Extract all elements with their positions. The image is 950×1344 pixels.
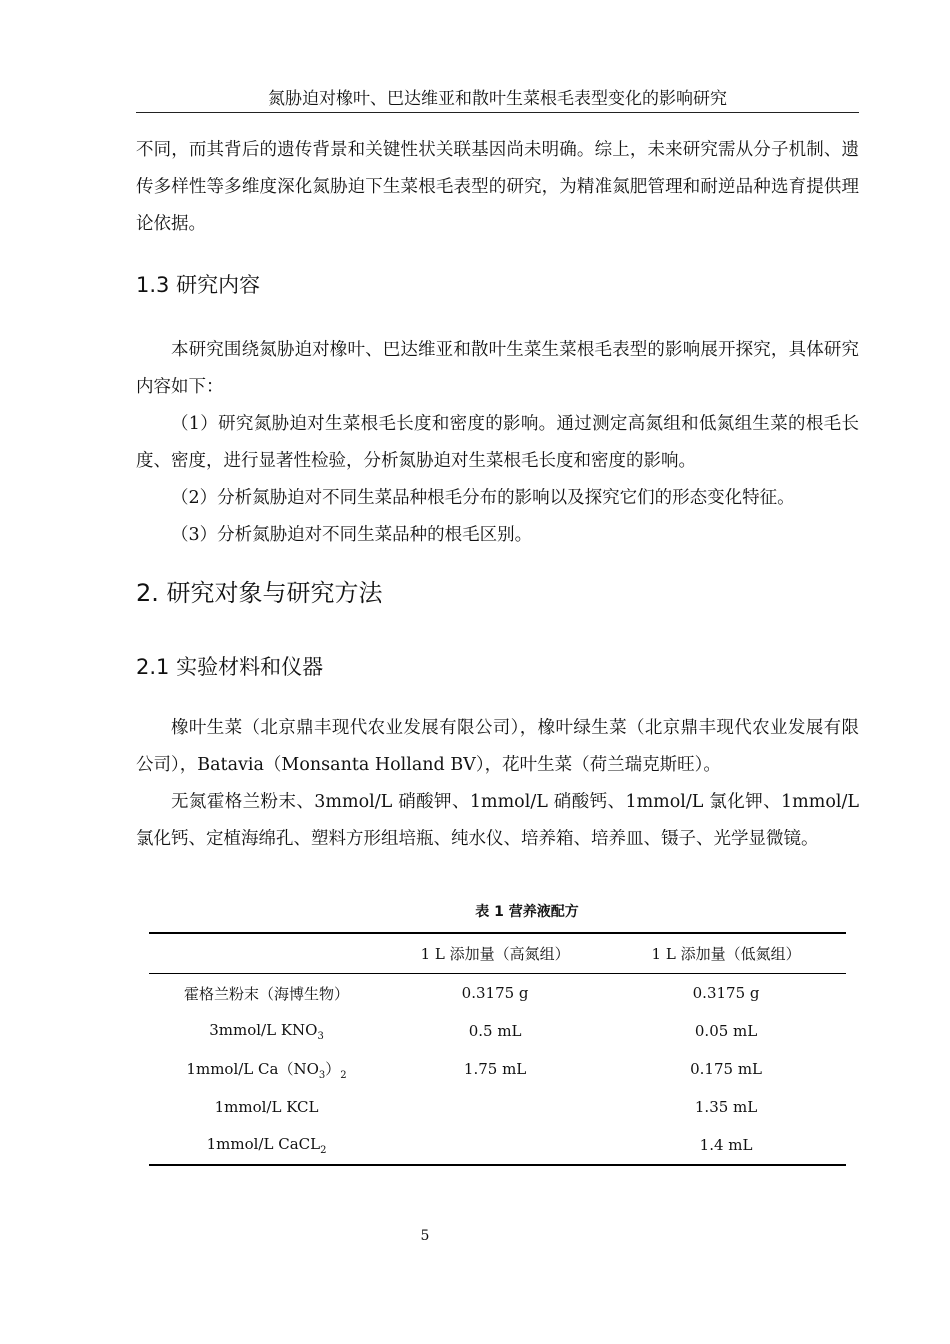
low-n-amount: 0.05 mL: [694, 1022, 758, 1040]
section-2-heading: 2. 研究对象与研究方法: [136, 579, 383, 607]
research-item-3: （3）分析氮胁迫对不同生菜品种的根毛区别。: [171, 525, 533, 545]
research-item-2: （2）分析氮胁迫对不同生菜品种根毛分布的影响以及探究它们的形态变化特征。: [171, 488, 795, 508]
nutrient-solution-table: [149, 932, 846, 1166]
table-row: [149, 974, 846, 1013]
table-caption: 表 1 营养液配方: [475, 904, 579, 920]
reagent-name: 霍格兰粉末（海博生物）: [184, 984, 350, 1003]
table-row: [149, 1088, 846, 1126]
header-cell-name: [149, 933, 384, 974]
low-n-amount: 0.3175 g: [692, 984, 760, 1002]
running-header: 氮胁迫对橡叶、巴达维亚和散叶生菜根毛表型变化的影响研究: [136, 88, 859, 113]
table-row: [149, 1050, 846, 1088]
reagent-name: 1mmol/L $Ca(NO_3)_2$: [186, 1059, 347, 1081]
header-cell-low: 1 L 添加量（低氮组）: [606, 933, 846, 974]
high-n-amount: 0.3175 g: [461, 984, 529, 1002]
section-1-3-paragraph: 本研究围绕氮胁迫对橡叶、巴达维亚和散叶生菜生菜根毛表型的影响展开探究，具体研究内容如下：: [136, 340, 859, 397]
reagent-name: 1mmol/L KCL: [214, 1098, 319, 1116]
table-header-row: [149, 933, 846, 974]
reagent-name: 1mmol/L CaCL$_2$: [206, 1134, 327, 1156]
research-item-1: （1）研究氮胁迫对生菜根毛长度和密度的影响。通过测定高氮组和低氮组生菜的根毛长度、密度，进行显著性检验，分析氮胁迫对生菜根毛长度和密度的影响。: [136, 414, 859, 471]
high-n-amount: [384, 1126, 606, 1165]
section-1-3-heading: 1.3 研究内容: [136, 273, 261, 297]
section-2-1-heading: 2.1 实验材料和仪器: [136, 655, 324, 679]
reagent-name: 3mmol/L $KNO_3$: [209, 1020, 324, 1042]
high-n-amount: 0.5 mL: [468, 1022, 522, 1040]
table-row: [149, 1126, 846, 1165]
high-n-amount: 1.75 mL: [463, 1060, 527, 1078]
header-cell-high: 1 L 添加量（高氮组）: [384, 933, 606, 974]
intro-paragraph: 不同，而其背后的遗传背景和关键性状关联基因尚未明确。综上，未来研究需从分子机制、遗传多样性等多维度深化氮胁迫下生菜根毛表型的研究，为精准氮肥管理和耐逆品种选育提供理论依据。: [136, 140, 859, 234]
materials-paragraph: 橡叶生菜（北京鼎丰现代农业发展有限公司），橡叶绿生菜（北京鼎丰现代农业发展有限公司），Batavia（Monsanta Holland BV），花叶生菜（荷兰瑞克斯旺）。: [136, 718, 859, 775]
low-n-amount: 1.4 mL: [699, 1136, 753, 1154]
table-row: [149, 1012, 846, 1050]
high-n-amount: [384, 1088, 606, 1126]
page-number: 5: [420, 1228, 430, 1244]
low-n-amount: 0.175 mL: [690, 1060, 763, 1078]
low-n-amount: 1.35 mL: [694, 1098, 758, 1116]
instruments-paragraph: 无氮霍格兰粉末、3mmol/L 硝酸钾、1mmol/L 硝酸钙、1mmol/L 氯化钾、1mmol/L 氯化钙、定植海绵孔、塑料方形组培瓶、纯水仪、培养箱、培养皿、镊子、光学显微镜。: [136, 792, 859, 849]
